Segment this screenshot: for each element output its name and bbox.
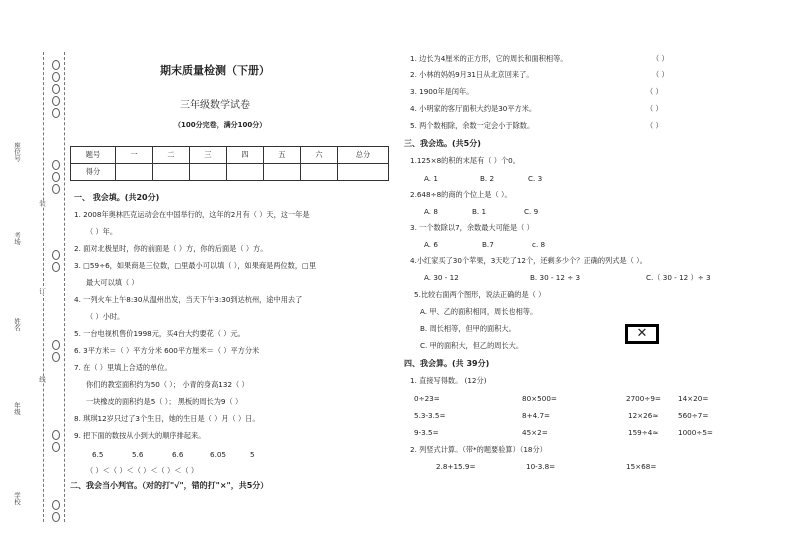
vertical-calc-item: 2.8+15.9= <box>436 462 476 471</box>
section1-line: 9. 把下面的数按从小到大的顺序排起来。 <box>74 431 206 440</box>
judge-item-blank: （ ） <box>652 54 669 63</box>
binding-hole <box>52 340 60 350</box>
section1-line: 8. 琪琪12岁只过了3个生日，她的生日是（ ）月（ ）日。 <box>74 414 260 423</box>
score-table-header: 一 <box>116 147 153 164</box>
choice-option: B. 2 <box>480 174 495 183</box>
judge-item-blank: （ ） <box>646 121 663 130</box>
section1-title: 一、 我会填。(共20分) <box>74 193 160 202</box>
calc-item: 560÷7= <box>678 411 709 420</box>
choice-option: A. 8 <box>424 207 438 216</box>
binding-hole <box>52 250 60 260</box>
section1-line: 2. 面对北极星时，你的前面是（ ）方，你的后面是（ ）方。 <box>74 244 268 253</box>
judge-item-text: 3. 1900年是闰年。 <box>410 87 474 96</box>
calc-item: 80×500= <box>522 394 557 403</box>
grade-label: 年级 <box>13 402 21 415</box>
choice-option: C. 甲的面积大，但乙的周长大。 <box>420 341 524 350</box>
score-table-header: 二 <box>153 147 190 164</box>
binding-hole <box>52 108 60 118</box>
judge-item-blank: （ ） <box>646 104 663 113</box>
binding-hole <box>52 430 60 440</box>
score-cell[interactable] <box>264 164 301 181</box>
score-table-header: 三 <box>190 147 227 164</box>
section2-title: 二、我会当小判官。（对的打"√"，错的打"×"，共5分） <box>70 481 269 490</box>
binding-hole <box>52 184 60 194</box>
binding-hole <box>52 500 60 510</box>
calc-item: 45×2= <box>522 428 548 437</box>
score-cell[interactable] <box>190 164 227 181</box>
score-note: （100分完卷，满分100分） <box>174 121 267 129</box>
choice-option: A. 甲、乙的面积相同，周长也相等。 <box>420 307 538 316</box>
school-label: 学校 <box>13 492 21 505</box>
score-table-header: 六 <box>301 147 338 164</box>
choice-option: C. 9 <box>524 207 539 216</box>
exam-subtitle: 三年级数学试卷 <box>180 100 250 111</box>
score-table-score-row <box>71 164 389 181</box>
choice-option: A. 1 <box>424 174 438 183</box>
choice-option: B. 30 - 12 ÷ 3 <box>530 273 581 282</box>
score-table-header: 四 <box>227 147 264 164</box>
comparison-figure: ✕ <box>625 324 659 344</box>
binding-hole <box>52 84 60 94</box>
binding-hole <box>52 352 60 362</box>
score-cell[interactable] <box>227 164 264 181</box>
choice-option: A. 6 <box>424 240 438 249</box>
choice-option: C. 3 <box>528 174 543 183</box>
choice-option: C.（ 30 - 12 ）÷ 3 <box>646 273 711 282</box>
calc-item: 14×20= <box>678 394 709 403</box>
section1-line: 你们的教室面积约为50（ ）； 小青的身高132（ ） <box>86 380 249 389</box>
binding-hole <box>52 262 60 272</box>
ordering-number: 6.05 <box>210 450 227 459</box>
choice-option: B. 1 <box>472 207 487 216</box>
choice-option: B.7 <box>482 240 494 249</box>
calc-item: 5.3-3.5= <box>414 411 446 420</box>
vertical-calc-subtitle: 2. 列竖式计算。（带*的题要验算）（18分） <box>410 445 547 454</box>
seat-number-label: 座位号 <box>13 142 21 162</box>
score-table-header: 题号 <box>71 147 116 164</box>
judge-item-text: 2. 小林的妈妈9月31日从北京回来了。 <box>410 70 534 79</box>
section3-title: 三、我会选。(共5分) <box>404 139 481 148</box>
vertical-calc-item: 15×68= <box>626 462 657 471</box>
section4-title: 四、我会算。(共 39分) <box>404 359 490 368</box>
binding-hole <box>52 160 60 170</box>
score-row-label: 得分 <box>71 164 116 181</box>
judge-item-text: 5. 两个数相除，余数一定会小于除数。 <box>410 121 535 130</box>
binding-word-xian: 线 <box>38 376 46 383</box>
calc-subtitle: 1. 直接写得数。 (12分) <box>410 376 487 385</box>
calc-item: 8+4.7= <box>522 411 551 420</box>
score-cell[interactable] <box>153 164 190 181</box>
score-table-header: 总分 <box>338 147 389 164</box>
calc-item: 9-3.5= <box>414 428 439 437</box>
section1-line: 最大可以填（ ） <box>86 278 139 287</box>
calc-item: 12×26≈ <box>628 411 659 420</box>
calc-item: 1000÷5= <box>678 428 713 437</box>
section1-line: 6. 3平方米＝（ ）平方分米 600平方厘米＝（ ）平方分米 <box>74 346 260 355</box>
binding-hole <box>52 96 60 106</box>
section1-line: 3. □59÷6，如果商是三位数，□里最小可以填（ ），如果商是两位数，□里 <box>74 261 317 270</box>
choice-question: 1.125×8的积的末尾有（ ）个0。 <box>410 156 520 165</box>
ordering-number: 5 <box>250 450 255 459</box>
section1-line: （ ）小时。 <box>86 312 125 321</box>
choice-question: 3. 一个数除以7，余数最大可能是（ ） <box>410 223 534 232</box>
score-cell[interactable] <box>338 164 389 181</box>
choice-question: 5.比较右面两个图形，说法正确的是（ ） <box>414 290 546 299</box>
score-cell[interactable] <box>116 164 153 181</box>
judge-item-text: 4. 小明家的客厅面积大约是30平方米。 <box>410 104 537 113</box>
name-label: 姓名 <box>13 318 21 331</box>
binding-hole <box>52 72 60 82</box>
score-table <box>70 146 389 181</box>
binding-word-ding: 订 <box>38 288 46 295</box>
section1-line: （ ）年。 <box>86 227 118 236</box>
section1-line: 4. 一列火车上午8:30从温州出发，当天下午3:30到达杭州，途中用去了 <box>74 295 303 304</box>
judge-item-blank: （ ） <box>652 70 669 79</box>
binding-margin <box>0 0 70 550</box>
section1-line: 7. 在（ ）里填上合适的单位。 <box>74 363 172 372</box>
binding-hole <box>52 60 60 70</box>
binding-word-zhuang: 装 <box>38 200 46 207</box>
choice-option: c. 8 <box>532 240 546 249</box>
binding-dashed-line-1 <box>43 52 44 522</box>
exam-title: 期末质量检测（下册） <box>160 64 270 77</box>
exam-room-label: 考场 <box>13 232 21 245</box>
ordering-number: 6.5 <box>92 450 104 459</box>
choice-option: B. 周长相等，但甲的面积大。 <box>420 324 516 333</box>
score-table-header: 五 <box>264 147 301 164</box>
binding-hole <box>52 442 60 452</box>
judge-item-blank: （ ） <box>646 87 663 96</box>
binding-hole <box>52 172 60 182</box>
calc-item: 2700÷9= <box>626 394 661 403</box>
score-cell[interactable] <box>301 164 338 181</box>
calc-item: 0÷23= <box>414 394 440 403</box>
binding-hole <box>52 512 60 522</box>
choice-question: 4.小红家买了30个苹果，3天吃了12个，还剩多少个？正确的列式是（ ）。 <box>410 256 647 265</box>
choice-question: 2.648÷8的商的个位上是（ ）。 <box>410 190 512 199</box>
choice-option: A. 30 - 12 <box>424 273 459 282</box>
ordering-number: 5.6 <box>132 450 144 459</box>
section1-line: 1. 2008年奥林匹克运动会在中国举行的，这年的2月有（ ）天，这一年是 <box>74 210 310 219</box>
ordering-number: 6.6 <box>172 450 184 459</box>
judge-item-text: 1. 边长为4厘米的正方形，它的周长和面积相等。 <box>410 54 568 63</box>
vertical-calc-item: 10-3.8= <box>526 462 556 471</box>
calc-item: 159÷4≈ <box>628 428 659 437</box>
section1-line: 5. 一台电视机售价1998元，买4台大约要花（ ）元。 <box>74 329 245 338</box>
section1-line: 一块橡皮的面积约是5（ ）； 黑板的周长为9（ ） <box>86 397 243 406</box>
ordering-compare-blanks: （ ）＜（ ）＜（ ）＜（ ）＜（ ） <box>86 466 199 475</box>
score-table-header-row <box>71 147 389 164</box>
binding-dashed-line-2 <box>64 52 65 522</box>
